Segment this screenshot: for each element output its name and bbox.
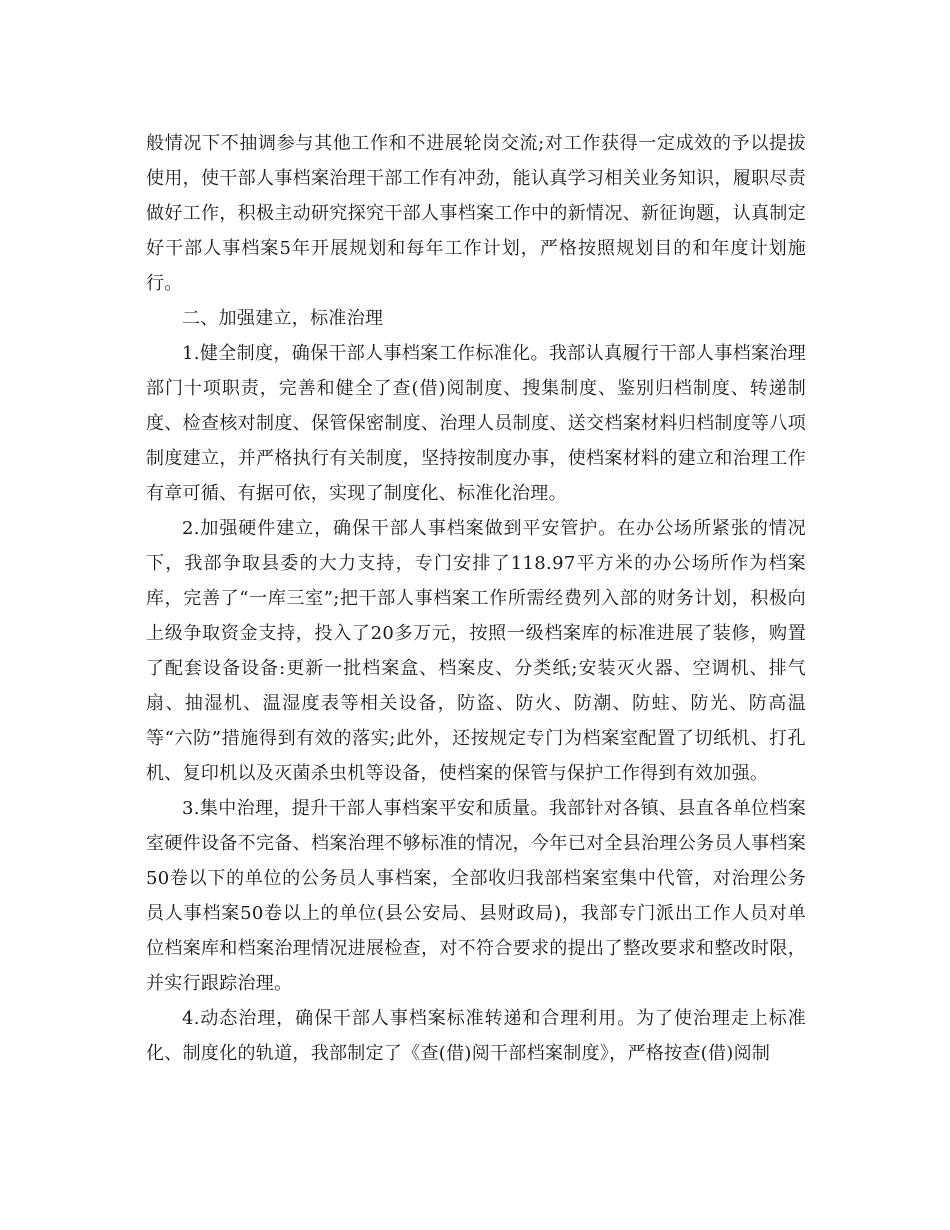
section-heading: 二、加强建立，标准治理 bbox=[182, 308, 384, 329]
paragraph-item-4: 4.动态治理，确保干部人事档案标准转递和合理利用。为了使治理走上标准化、制度化的轨道，我部制定了《查(借)阅干部档案制度》，严格按查(借)阅制 bbox=[146, 1008, 806, 1064]
paragraph-item-2: 2.加强硬件建立，确保干部人事档案做到平安管护。在办公场所紧张的情况下，我部争取县委的大力支持，专门安排了118.97平方米的办公场所作为档案库，完善了“一库三室”;把干部人事档案工作所需经费列入部的财务计划，积极向上级争取资金支持，投入了20多万元，按照一级档案库的标准进展了装修，购置了配套设备设备:更新一批档案盒、档案皮、分类纸;安装灭火器、空调机、排气扇、抽湿机、温湿度表等相关设备，防盗、防火、防潮、防蛀、防光、防高温等“六防”措施得到有效的落实;此外，还按规定专门为档案室配置了切纸机、打孔机、复印机以及灭菌杀虫机等设备，使档案的保管与保护工作得到有效加强。 bbox=[146, 518, 806, 784]
paragraph-item-3: 3.集中治理，提升干部人事档案平安和质量。我部针对各镇、县直各单位档案室硬件设备不完备、档案治理不够标准的情况，今年已对全县治理公务员人事档案50卷以下的单位的公务员人事档案，全部收归我部档案室集中代管，对治理公务员人事档案50卷以上的单位(县公安局、县财政局)，我部专门派出工作人员对单位档案库和档案治理情况进展检查，对不符合要求的提出了整改要求和整改时限，并实行跟踪治理。 bbox=[146, 798, 806, 994]
document-body bbox=[146, 126, 806, 1071]
paragraph-continuation: 般情况下不抽调参与其他工作和不进展轮岗交流;对工作获得一定成效的予以提拔使用，使干部人事档案治理干部工作有冲劲，能认真学习相关业务知识，履职尽责做好工作，积极主动研究探究干部人事档案工作中的新情况、新征询题，认真制定好干部人事档案5年开展规划和每年工作计划，严格按照规划目的和年度计划施行。 bbox=[146, 133, 806, 294]
paragraph-item-1: 1.健全制度，确保干部人事档案工作标准化。我部认真履行干部人事档案治理部门十项职责，完善和健全了查(借)阅制度、搜集制度、鉴别归档制度、转递制度、检查核对制度、保管保密制度、治理人员制度、送交档案材料归档制度等八项制度建立，并严格执行有关制度，坚持按制度办事，使档案材料的建立和治理工作有章可循、有据可依，实现了制度化、标准化治理。 bbox=[146, 343, 806, 504]
